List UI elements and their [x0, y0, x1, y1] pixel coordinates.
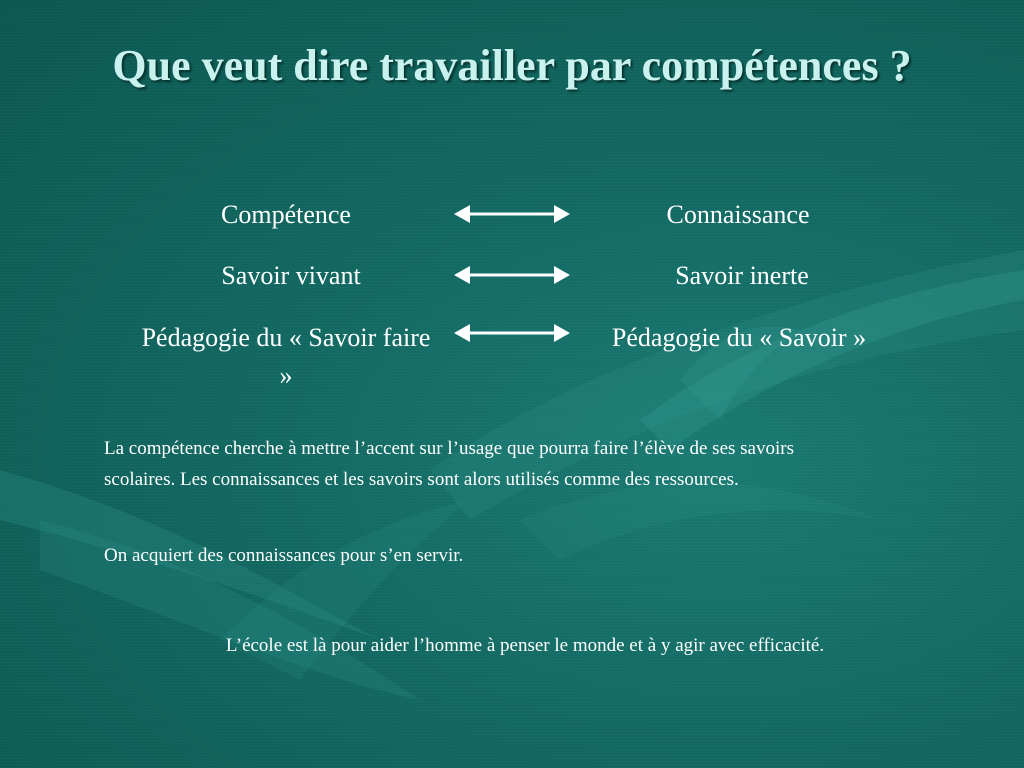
closing-statement: L’école est là pour aider l’homme à penser le monde et à y agir avec efficacité.	[225, 635, 825, 656]
pair-right-savoir-inerte: Savoir inerte	[675, 261, 809, 290]
pair-left-pedagogie-savoir-faire: Pédagogie du « Savoir faire »	[141, 323, 431, 390]
double-arrow-icon	[452, 321, 572, 345]
paragraph-acquisition: On acquiert des connaissances pour s’en servir.	[104, 545, 464, 566]
paragraph-competence: La compétence cherche à mettre l’accent sur l’usage que pourra faire l’élève de ses savoirs scolaires. Les connaissances et les savoirs sont alors utilisés comme des ressources.	[104, 438, 794, 490]
pair-left-competence: Compétence	[221, 200, 351, 229]
double-arrow-icon	[452, 263, 572, 287]
pair-right-pedagogie-savoir: Pédagogie du « Savoir »	[611, 323, 867, 352]
pair-left-savoir-vivant: Savoir vivant	[221, 261, 361, 290]
double-arrow-icon	[452, 202, 572, 226]
slide-title: Que veut dire travailler par compétences ?	[112, 41, 912, 90]
pair-right-connaissance: Connaissance	[666, 200, 810, 229]
